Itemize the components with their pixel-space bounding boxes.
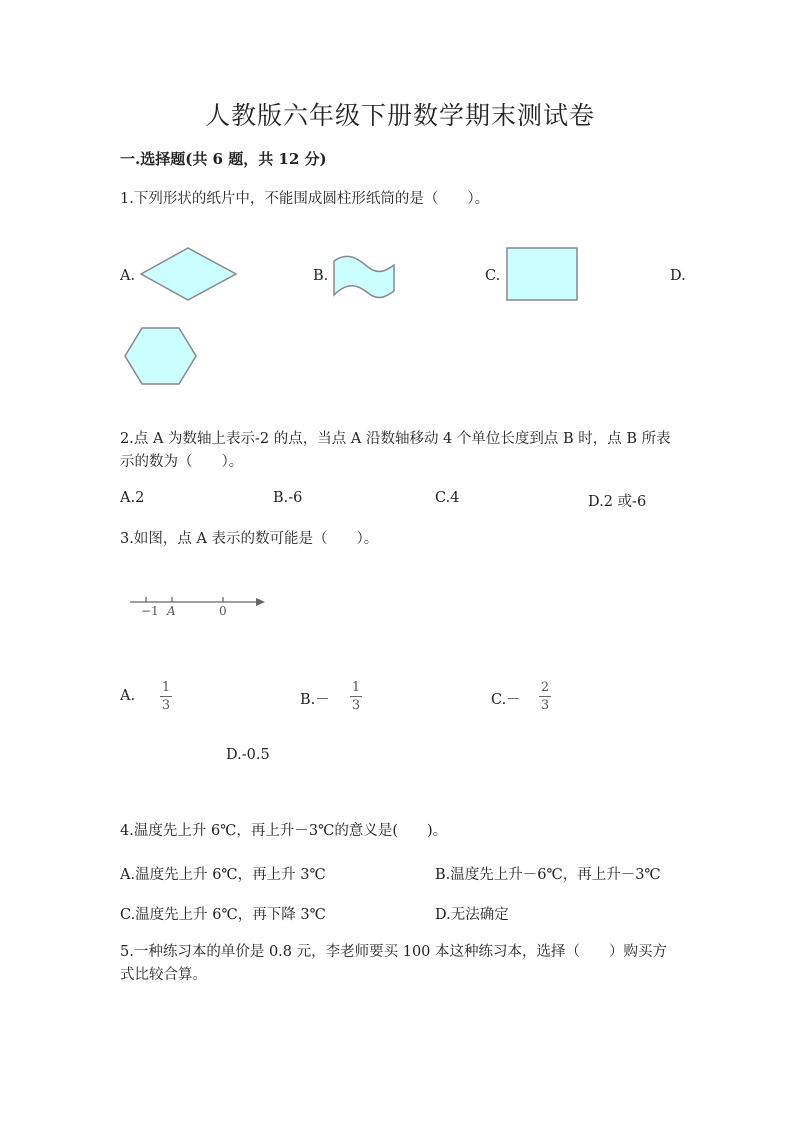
q1-option-b-label: B. xyxy=(313,268,329,284)
q4-option-a[interactable]: A.温度先上升 6℃，再上升 3℃ xyxy=(120,867,326,883)
q3-option-a-denominator: 3 xyxy=(161,698,171,713)
question-5-text: 5.一种练习本的单价是 0.8 元，李老师要买 100 本这种练习本，选择（ ）购买方式比较合算。 xyxy=(120,944,668,983)
q3-option-a-fraction xyxy=(160,680,172,713)
fraction-bar xyxy=(160,696,172,697)
q3-option-c[interactable]: C.－ xyxy=(491,692,521,708)
fraction-bar xyxy=(350,696,362,697)
q3-option-a[interactable]: A. xyxy=(120,688,136,704)
q2-option-b[interactable]: B.-6 xyxy=(273,490,303,506)
question-1-text: 1.下列形状的纸片中，不能围成圆柱形纸筒的是（ ）。 xyxy=(120,191,490,207)
numberline-tick-zero: 0 xyxy=(219,604,227,618)
q4-option-c[interactable]: C.温度先上升 6℃，再下降 3℃ xyxy=(120,907,326,923)
question-2-text: 2.点 A 为数轴上表示-2 的点，当点 A 沿数轴移动 4 个单位长度到点 B 时，点 B 所表示的数为（ ）。 xyxy=(120,431,671,470)
wavy-rectangle-shape[interactable] xyxy=(332,255,396,301)
q2-option-d[interactable]: D.2 或-6 xyxy=(588,494,647,510)
question-4-text: 4.温度先上升 6℃，再上升－3℃的意义是( )。 xyxy=(120,823,448,839)
question-3-text: 3.如图，点 A 表示的数可能是（ ）。 xyxy=(120,531,379,547)
fraction-bar xyxy=(539,696,551,697)
q3-option-c-numerator: 2 xyxy=(540,680,550,695)
numberline-point-a: A xyxy=(167,604,176,618)
q1-option-d-label: D. xyxy=(670,268,686,284)
q2-option-c[interactable]: C.4 xyxy=(435,490,460,506)
q1-option-a-label: A. xyxy=(120,268,136,284)
rhombus-shape[interactable] xyxy=(140,246,238,302)
page-title: 人教版六年级下册数学期末测试卷 xyxy=(204,101,595,130)
q3-option-c-fraction xyxy=(539,680,551,713)
q3-option-a-numerator: 1 xyxy=(161,680,171,695)
q4-option-d[interactable]: D.无法确定 xyxy=(435,907,509,923)
q3-option-d[interactable]: D.-0.5 xyxy=(226,747,270,763)
section-heading: 一.选择题(共 6 题，共 12 分) xyxy=(120,150,327,168)
numberline-tick-minus-one: −1 xyxy=(141,604,159,618)
q2-option-a[interactable]: A.2 xyxy=(120,490,145,506)
q3-option-c-denominator: 3 xyxy=(540,698,550,713)
q3-option-b-numerator: 1 xyxy=(351,680,361,695)
hexagon-shape[interactable] xyxy=(124,327,198,385)
q4-option-b[interactable]: B.温度先上升－6℃，再上升－3℃ xyxy=(435,867,661,883)
q3-option-b[interactable]: B.－ xyxy=(300,692,330,708)
q3-option-b-fraction xyxy=(350,680,362,713)
q1-option-c-label: C. xyxy=(485,268,501,284)
q3-option-b-denominator: 3 xyxy=(351,698,361,713)
rectangle-shape[interactable] xyxy=(506,247,578,301)
